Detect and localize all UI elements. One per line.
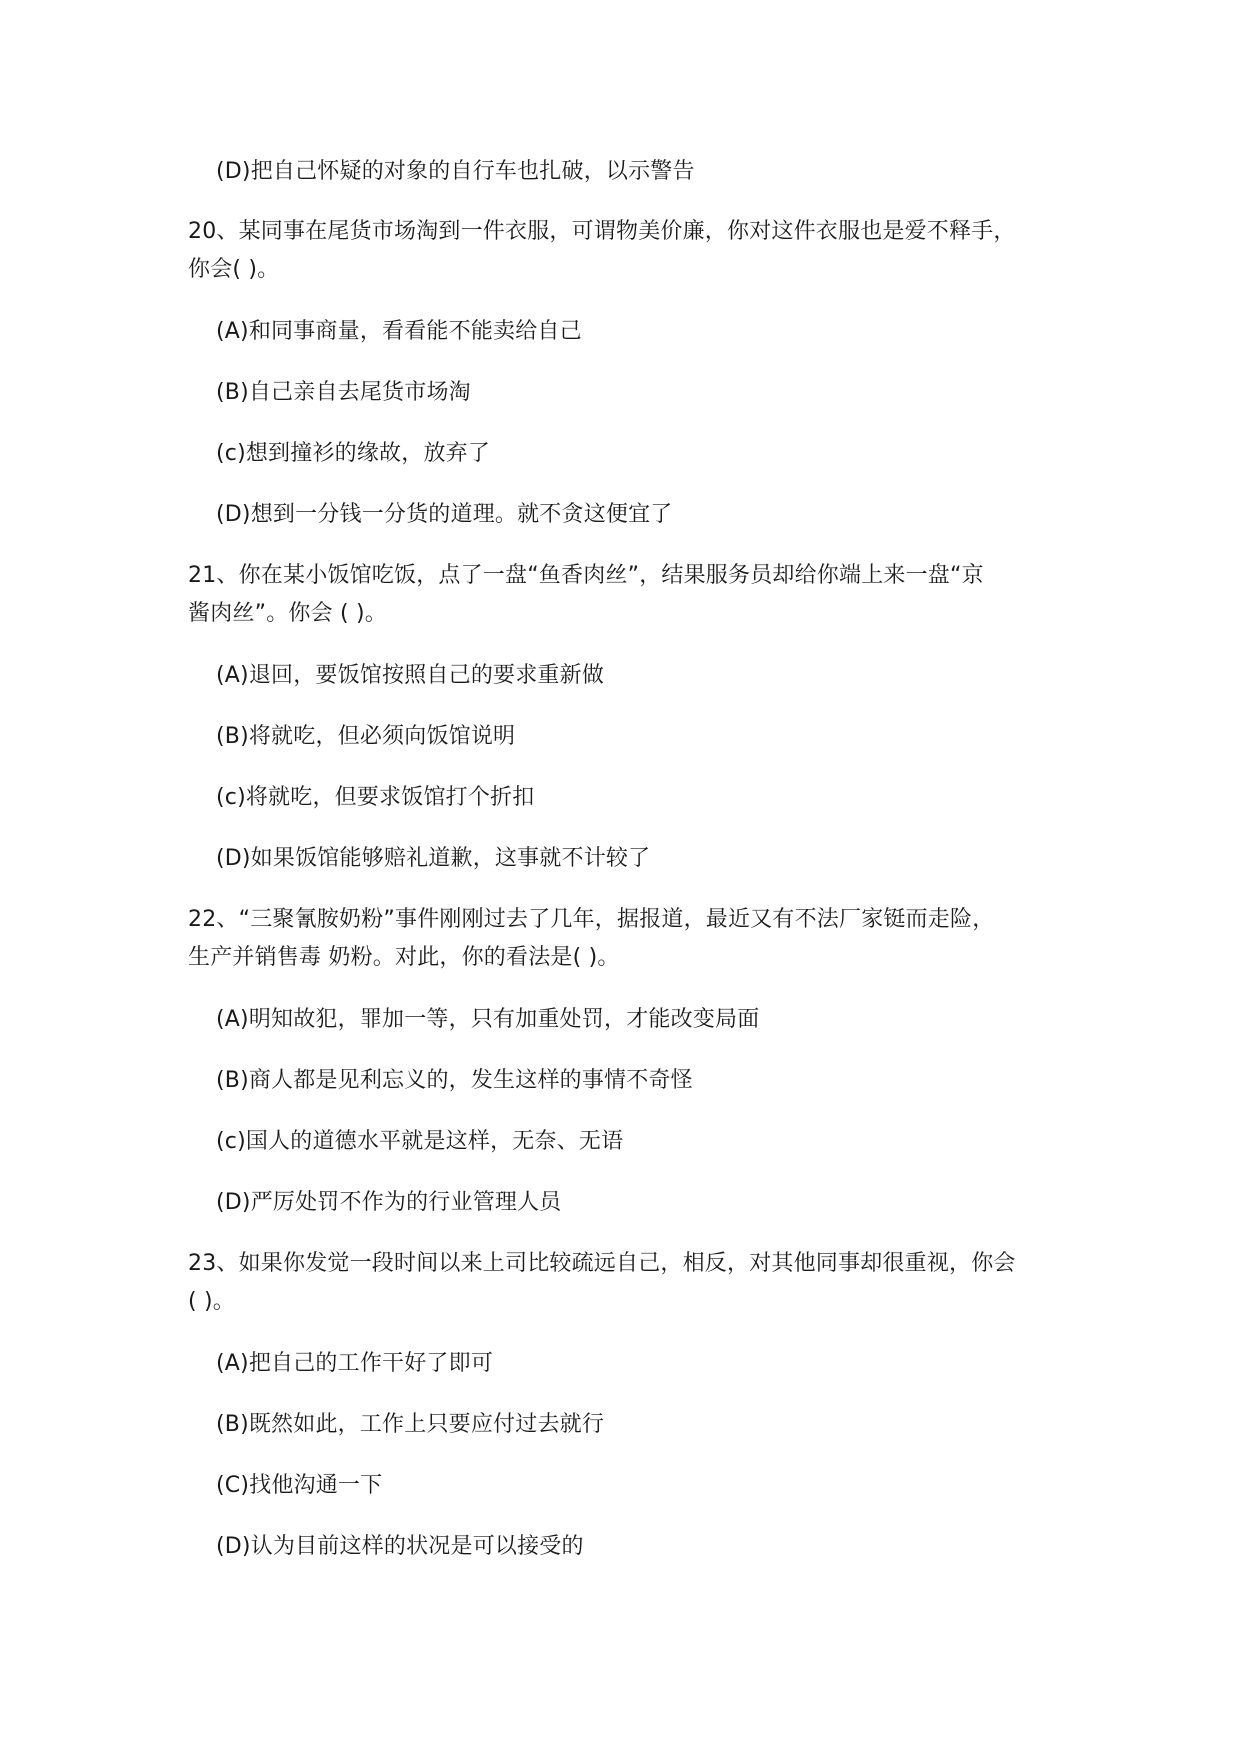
q22-option-b: (B)商人都是见利忘义的，发生这样的事情不奇怪 xyxy=(216,1068,693,1093)
q20-option-d: (D)想到一分钱一分货的道理。就不贪这便宜了 xyxy=(216,502,673,527)
q21-option-d: (D)如果饭馆能够赔礼道歉，这事就不计较了 xyxy=(216,846,651,871)
q22-option-a: (A)明知故犯，罪加一等，只有加重处罚，才能改变局面 xyxy=(216,1007,760,1032)
q23-text-line1: 23、如果你发觉一段时间以来上司比较疏远自己，相反，对其他同事却很重视，你会 xyxy=(188,1251,1016,1276)
q23-option-a: (A)把自己的工作干好了即可 xyxy=(216,1351,494,1376)
q22-option-c: (c)国人的道德水平就是这样，无奈、无语 xyxy=(216,1129,624,1154)
q20-option-a: (A)和同事商量，看看能不能卖给自己 xyxy=(216,319,582,344)
q22-text-line2: 生产并销售毒 奶粉。对此，你的看法是( )。 xyxy=(188,945,620,970)
q23-option-b: (B)既然如此，工作上只要应付过去就行 xyxy=(216,1412,605,1437)
q21-option-b: (B)将就吃，但必须向饭馆说明 xyxy=(216,724,516,749)
q21-option-c: (c)将就吃，但要求饭馆打个折扣 xyxy=(216,785,535,810)
q21-text-line2: 酱肉丝”。你会 ( )。 xyxy=(188,601,387,626)
q20-text-line2: 你会( )。 xyxy=(188,257,280,282)
q20-option-c: (c)想到撞衫的缘故，放弃了 xyxy=(216,441,491,466)
q23-option-c: (C)找他沟通一下 xyxy=(216,1473,383,1498)
q23-option-d: (D)认为目前这样的状况是可以接受的 xyxy=(216,1534,584,1559)
q20-text-line1: 20、某同事在尾货市场淘到一件衣服，可谓物美价廉，你对这件衣服也是爱不释手， xyxy=(188,219,1016,244)
q23-text-line2: ( )。 xyxy=(188,1289,235,1314)
q21-option-a: (A)退回，要饭馆按照自己的要求重新做 xyxy=(216,663,605,688)
q22-option-d: (D)严厉处罚不作为的行业管理人员 xyxy=(216,1190,562,1215)
q20-option-b: (B)自己亲自去尾货市场淘 xyxy=(216,380,471,405)
q22-text-line1: 22、“三聚氰胺奶粉”事件刚刚过去了几年，据报道，最近又有不法厂家铤而走险， xyxy=(188,907,995,932)
q21-text-line1: 21、你在某小饭馆吃饭，点了一盘“鱼香肉丝”，结果服务员却给你端上来一盘“京 xyxy=(188,563,984,588)
q19-option-d: (D)把自己怀疑的对象的自行车也扎破，以示警告 xyxy=(216,159,695,184)
